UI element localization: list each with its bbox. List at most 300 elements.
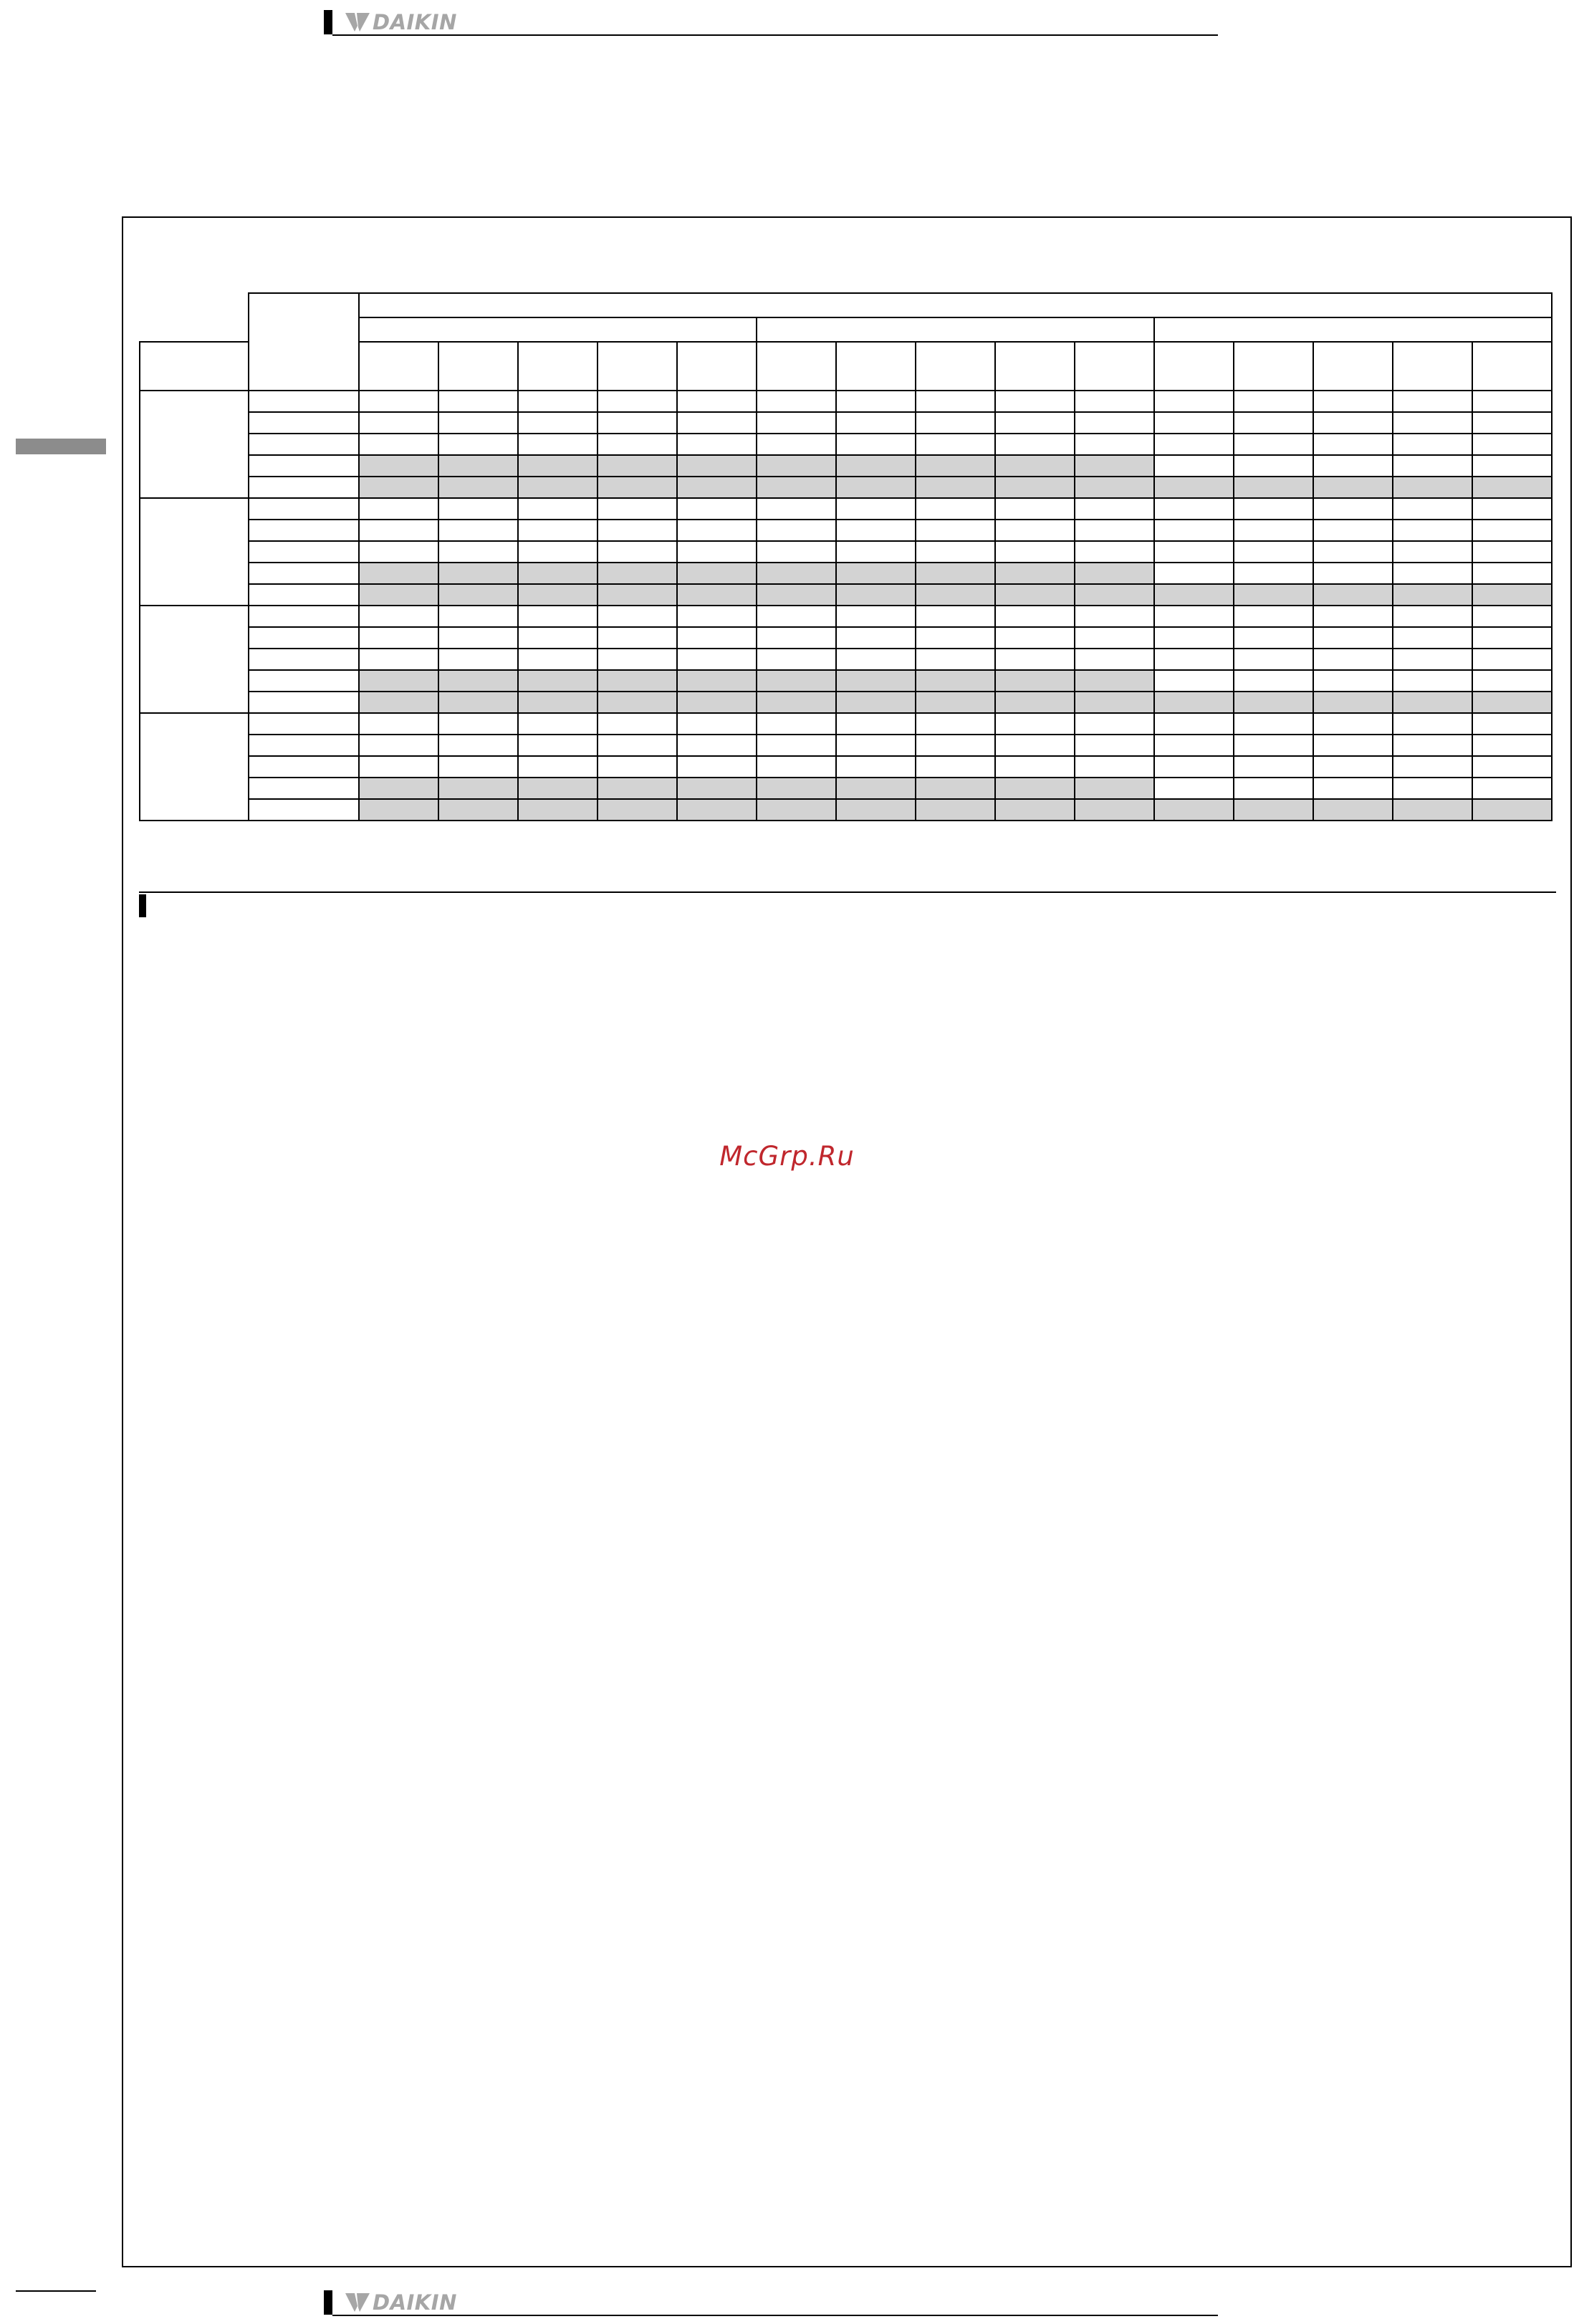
table-cell: [1075, 563, 1154, 584]
table-header-cell: [1472, 342, 1552, 391]
table-cell: [916, 713, 995, 735]
table-cell: [1234, 520, 1313, 541]
table-cell: [518, 627, 598, 649]
daikin-logo-icon: [345, 13, 370, 32]
table-cell: [1472, 627, 1552, 649]
table-cell: [438, 412, 518, 434]
table-cell: [438, 563, 518, 584]
table-row-label: [249, 778, 359, 799]
table-cell: [1313, 799, 1393, 821]
footer-rule-left: [16, 2290, 96, 2292]
table-cell: [836, 477, 916, 498]
table-row: [140, 735, 1552, 756]
table-cell: [757, 670, 836, 692]
table-cell: [359, 520, 438, 541]
table-cell: [438, 692, 518, 713]
table-row-label: [249, 670, 359, 692]
table-cell: [1154, 584, 1234, 606]
footer-logo-text: DAIKIN: [373, 2290, 457, 2315]
table-cell: [995, 455, 1075, 477]
table-cell: [916, 735, 995, 756]
table-cell: [757, 627, 836, 649]
table-cell: [836, 541, 916, 563]
table-cell: [1393, 670, 1472, 692]
table-cell: [438, 498, 518, 520]
table-cell: [598, 412, 677, 434]
table-cell: [1313, 692, 1393, 713]
table-cell: [677, 541, 757, 563]
table-cell: [518, 477, 598, 498]
table-cell: [518, 778, 598, 799]
table-cell: [518, 455, 598, 477]
table-cell: [1472, 670, 1552, 692]
table-cell: [677, 584, 757, 606]
table-cell: [836, 756, 916, 778]
table-cell: [359, 606, 438, 627]
table-cell: [1393, 735, 1472, 756]
table-cell: [836, 584, 916, 606]
table-cell: [836, 412, 916, 434]
header-logo-text: DAIKIN: [373, 10, 457, 34]
table-cell: [518, 391, 598, 412]
table-cell: [1313, 520, 1393, 541]
table-cell: [995, 541, 1075, 563]
table-cell: [1393, 692, 1472, 713]
table-cell: [1393, 756, 1472, 778]
table-cell: [995, 434, 1075, 455]
table-header-cell: [438, 342, 518, 391]
table-cell: [1234, 434, 1313, 455]
table-row: [140, 692, 1552, 713]
table-cell: [757, 563, 836, 584]
table-row: [140, 670, 1552, 692]
table-cell: [359, 563, 438, 584]
table-cell: [1313, 584, 1393, 606]
header-brand-mark: [324, 10, 332, 34]
table-cell: [995, 692, 1075, 713]
table-cell: [916, 541, 995, 563]
table-header-cell: [518, 342, 598, 391]
table-cell: [438, 649, 518, 670]
table-cell: [916, 778, 995, 799]
table-cell: [1075, 606, 1154, 627]
table-row-label: [249, 799, 359, 821]
table-cell: [438, 756, 518, 778]
table-cell: [359, 735, 438, 756]
table-cell: [598, 649, 677, 670]
table-cell: [1313, 778, 1393, 799]
table-cell: [1313, 412, 1393, 434]
table-cell: [1154, 520, 1234, 541]
table-cell: [438, 735, 518, 756]
table-cell: [1154, 713, 1234, 735]
table-cell: [1472, 713, 1552, 735]
table-cell: [598, 756, 677, 778]
table-cell: [438, 520, 518, 541]
table-cell: [677, 649, 757, 670]
table-cell: [995, 520, 1075, 541]
table-cell: [1154, 434, 1234, 455]
table-row-label: [249, 649, 359, 670]
table-cell: [677, 799, 757, 821]
table-cell: [1472, 412, 1552, 434]
table-cell: [1075, 778, 1154, 799]
table-row-label: [249, 606, 359, 627]
table-cell: [836, 606, 916, 627]
table-header-subcolumn: [249, 293, 359, 391]
table-cell: [757, 520, 836, 541]
table-cell: [757, 692, 836, 713]
table-cell: [757, 778, 836, 799]
footer-rule: [332, 2315, 1218, 2316]
table-cell: [1234, 455, 1313, 477]
table-row: [140, 477, 1552, 498]
table-cell: [1154, 541, 1234, 563]
table-cell: [1075, 713, 1154, 735]
table-cell: [1393, 713, 1472, 735]
table-cell: [757, 477, 836, 498]
daikin-logo-icon: [345, 2293, 370, 2312]
table-cell: [836, 563, 916, 584]
table-cell: [677, 735, 757, 756]
table-row-label: [249, 412, 359, 434]
table-cell: [677, 412, 757, 434]
table-cell: [1234, 412, 1313, 434]
table-cell: [359, 649, 438, 670]
table-cell: [836, 799, 916, 821]
table-cell: [1393, 606, 1472, 627]
table-cell: [438, 584, 518, 606]
table-row-label: [249, 756, 359, 778]
table-cell: [677, 778, 757, 799]
watermark-text: McGrp.Ru: [719, 1141, 855, 1172]
table-cell: [757, 455, 836, 477]
table-cell: [995, 498, 1075, 520]
table-cell: [836, 520, 916, 541]
table-header-cell: [757, 342, 836, 391]
table-cell: [916, 434, 995, 455]
table-cell: [1154, 670, 1234, 692]
table-cell: [518, 692, 598, 713]
table-cell: [1075, 455, 1154, 477]
table-cell: [995, 412, 1075, 434]
table-header-cell: [677, 342, 757, 391]
table-header-cell: [598, 342, 677, 391]
table-cell: [1234, 606, 1313, 627]
table-cell: [1393, 434, 1472, 455]
table-cell: [677, 520, 757, 541]
table-cell: [438, 606, 518, 627]
table-row: [140, 455, 1552, 477]
table-cell: [836, 778, 916, 799]
table-cell: [518, 412, 598, 434]
table-cell: [1154, 477, 1234, 498]
table-cell: [359, 412, 438, 434]
table-cell: [995, 606, 1075, 627]
table-cell: [359, 455, 438, 477]
table-cell: [1393, 799, 1472, 821]
table-cell: [757, 584, 836, 606]
table-cell: [1472, 799, 1552, 821]
table-cell: [1154, 627, 1234, 649]
table-cell: [359, 756, 438, 778]
note-mark: [139, 894, 146, 917]
table-cell: [1075, 434, 1154, 455]
table-cell: [1154, 799, 1234, 821]
table-cell: [757, 756, 836, 778]
table-header-group: [1154, 317, 1552, 342]
table-group-cell: [140, 606, 249, 713]
table-corner-blank: [140, 317, 249, 342]
table-row: [140, 434, 1552, 455]
table-header-cell: [359, 342, 438, 391]
table-cell: [1234, 498, 1313, 520]
table-cell: [359, 713, 438, 735]
table-cell: [1313, 713, 1393, 735]
table-cell: [1234, 391, 1313, 412]
table-cell: [1393, 412, 1472, 434]
table-cell: [1234, 584, 1313, 606]
table-cell: [518, 520, 598, 541]
table-header-cell: [836, 342, 916, 391]
table-cell: [1154, 692, 1234, 713]
table-row-label: [249, 434, 359, 455]
table-header-cell: [995, 342, 1075, 391]
table-row: [140, 627, 1552, 649]
table-cell: [359, 541, 438, 563]
table-cell: [677, 498, 757, 520]
table-cell: [1075, 735, 1154, 756]
table-header-cell: [916, 342, 995, 391]
footer-logo: [345, 2290, 457, 2315]
table-cell: [1472, 498, 1552, 520]
table-cell: [438, 713, 518, 735]
table-cell: [1075, 541, 1154, 563]
table-cell: [1075, 627, 1154, 649]
table-cell: [677, 606, 757, 627]
table-cell: [1472, 541, 1552, 563]
table-cell: [916, 692, 995, 713]
table-cell: [598, 670, 677, 692]
table-row: [140, 520, 1552, 541]
table-cell: [1154, 391, 1234, 412]
table-cell: [995, 627, 1075, 649]
table-cell: [916, 412, 995, 434]
table-cell: [359, 498, 438, 520]
table-cell: [677, 627, 757, 649]
table-cell: [598, 692, 677, 713]
table-cell: [995, 391, 1075, 412]
table-cell: [916, 520, 995, 541]
table-row: [140, 778, 1552, 799]
table-row: [140, 584, 1552, 606]
table-cell: [995, 799, 1075, 821]
table-row: [140, 563, 1552, 584]
table-header-cell: [1313, 342, 1393, 391]
table-cell: [518, 541, 598, 563]
table-cell: [1472, 455, 1552, 477]
table-cell: [757, 799, 836, 821]
table-row: [140, 606, 1552, 627]
table-cell: [1393, 584, 1472, 606]
table-cell: [1472, 735, 1552, 756]
table-cell: [598, 799, 677, 821]
table-cell: [677, 692, 757, 713]
table-cell: [1234, 670, 1313, 692]
table-cell: [1154, 735, 1234, 756]
table-row: [140, 541, 1552, 563]
table-cell: [598, 713, 677, 735]
table-group-cell: [140, 713, 249, 821]
table-cell: [1393, 778, 1472, 799]
table-cell: [1075, 649, 1154, 670]
table-cell: [359, 627, 438, 649]
table-cell: [1313, 541, 1393, 563]
table-cell: [598, 455, 677, 477]
table-cell: [598, 735, 677, 756]
table-cell: [1154, 606, 1234, 627]
table-cell: [598, 563, 677, 584]
table-cell: [1154, 778, 1234, 799]
table-cell: [438, 455, 518, 477]
table-cell: [757, 541, 836, 563]
table-cell: [598, 778, 677, 799]
table-header-group: [757, 317, 1154, 342]
table-cell: [995, 713, 1075, 735]
table-cell: [836, 498, 916, 520]
table-cell: [995, 649, 1075, 670]
table-cell: [1234, 541, 1313, 563]
table-cell: [1393, 649, 1472, 670]
table-cell: [1313, 756, 1393, 778]
table-cell: [1075, 799, 1154, 821]
table-cell: [836, 713, 916, 735]
table-cell: [438, 778, 518, 799]
table-cell: [1075, 756, 1154, 778]
table-cell: [438, 541, 518, 563]
table-cell: [836, 455, 916, 477]
table-row-label: [249, 498, 359, 520]
table-row-label: [249, 713, 359, 735]
table-cell: [359, 434, 438, 455]
main-frame: [122, 216, 1572, 2267]
table-cell: [518, 606, 598, 627]
table-row-label: [249, 584, 359, 606]
table-cell: [1472, 563, 1552, 584]
table-cell: [598, 434, 677, 455]
table-cell: [677, 434, 757, 455]
table-cell: [1393, 498, 1472, 520]
table-cell: [836, 627, 916, 649]
table-header-cell: [1393, 342, 1472, 391]
table-cell: [1313, 498, 1393, 520]
table-cell: [1075, 670, 1154, 692]
table-cell: [757, 412, 836, 434]
table-cell: [1234, 649, 1313, 670]
table-cell: [1234, 799, 1313, 821]
table-cell: [1472, 520, 1552, 541]
table-cell: [1234, 756, 1313, 778]
table-cell: [995, 477, 1075, 498]
table-cell: [438, 434, 518, 455]
table-cell: [598, 520, 677, 541]
footer-brand-bar: [324, 2290, 1218, 2322]
table-corner-blank: [140, 293, 249, 317]
table-cell: [1472, 692, 1552, 713]
table-cell: [1075, 477, 1154, 498]
table-cell: [1234, 692, 1313, 713]
table-cell: [916, 563, 995, 584]
table-cell: [438, 670, 518, 692]
header-rule: [332, 34, 1218, 36]
table-cell: [438, 477, 518, 498]
table-cell: [916, 649, 995, 670]
table-group-cell: [140, 498, 249, 606]
table-header-top: [359, 293, 1552, 317]
table-header-cell: [1075, 342, 1154, 391]
table-cell: [518, 434, 598, 455]
table-cell: [359, 584, 438, 606]
table-cell: [359, 778, 438, 799]
table-cell: [359, 799, 438, 821]
table-cell: [995, 735, 1075, 756]
table-cell: [518, 563, 598, 584]
table-cell: [1393, 520, 1472, 541]
table-cell: [1313, 735, 1393, 756]
table-cell: [677, 563, 757, 584]
table-row: [140, 799, 1552, 821]
table-cell: [916, 584, 995, 606]
table-cell: [1313, 391, 1393, 412]
table-cell: [677, 391, 757, 412]
table-cell: [916, 606, 995, 627]
table-row: [140, 756, 1552, 778]
table-cell: [836, 670, 916, 692]
table-cell: [836, 391, 916, 412]
table-cell: [916, 627, 995, 649]
table-cell: [757, 606, 836, 627]
table-cell: [598, 477, 677, 498]
table-cell: [757, 649, 836, 670]
table-cell: [359, 477, 438, 498]
table-cell: [1313, 434, 1393, 455]
table-cell: [1313, 606, 1393, 627]
table-cell: [1154, 455, 1234, 477]
table-cell: [1234, 627, 1313, 649]
table-cell: [1393, 391, 1472, 412]
table-cell: [1075, 520, 1154, 541]
table-row-label: [249, 455, 359, 477]
header-logo: [345, 10, 457, 34]
table-cell: [916, 498, 995, 520]
table-cell: [359, 670, 438, 692]
table-cell: [1393, 455, 1472, 477]
table-cell: [1472, 756, 1552, 778]
table-cell: [836, 649, 916, 670]
table-cell: [518, 670, 598, 692]
table-cell: [518, 756, 598, 778]
table-cell: [677, 756, 757, 778]
table-cell: [677, 713, 757, 735]
table-cell: [1234, 477, 1313, 498]
table-cell: [1234, 563, 1313, 584]
table-cell: [916, 756, 995, 778]
table-cell: [598, 627, 677, 649]
table-cell: [1313, 627, 1393, 649]
header-brand-bar: [324, 10, 1218, 42]
table-cell: [1313, 477, 1393, 498]
table-cell: [1154, 563, 1234, 584]
